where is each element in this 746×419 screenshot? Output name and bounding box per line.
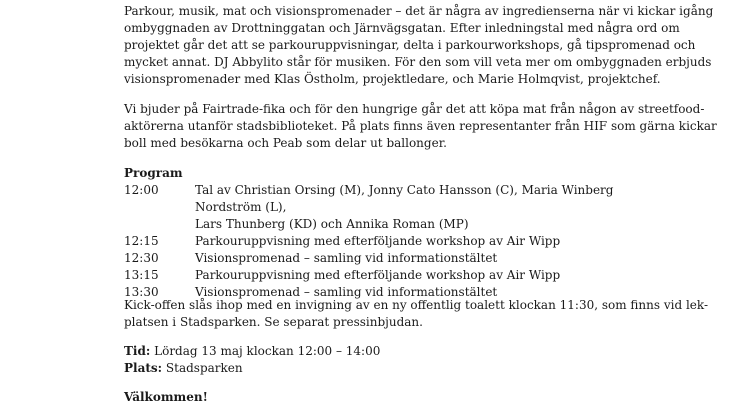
program-description: Tal av Christian Orsing (M), Jonny Cato Hansson (C), Maria Winberg Nordström (L), [195,183,614,214]
event-time [124,343,380,360]
intro-paragraph [124,3,714,88]
place-value: Stadsparken [162,361,243,375]
program-time: 13:15 [124,268,159,282]
program-row [124,267,652,284]
place-label: Plats: [124,361,163,375]
time-label: Tid: [124,344,151,358]
intro-line: Parkour, musik, mat och visionspromenader – det är några av ingredienserna när vi kickar igång [124,4,714,18]
program-time: 12:15 [124,234,159,248]
program-description: Parkouruppvisning med efterföljande workshop av Air Wipp [195,234,561,248]
intro-line: visionspromenader med Klas Östholm, projektledare, och Marie Holmqvist, projektchef. [124,72,661,86]
program-description: Visionspromenad – samling vid informationstältet [195,251,498,265]
kickoff-line: Kick-offen slås ihop med en invigning av en ny offentlig toalett klockan 11:30, som finns vid lek- [124,298,709,312]
event-place [124,360,243,377]
kickoff-line: platsen i Stadsparken. Se separat pressinbjudan. [124,315,423,329]
program-row [124,233,652,250]
fika-line: aktörerna utanför stadsbiblioteket. På plats finns även representanter från HIF som gärna kickar [124,119,717,133]
program-heading: Program [124,166,183,180]
time-value: Lördag 13 maj klockan 12:00 – 14:00 [150,344,381,358]
program-row [124,182,652,233]
intro-line: mycket annat. DJ Abbylito står för musiken. För den som vill veta mer om ombyggnaden erbjuds [124,55,712,69]
fika-paragraph [124,101,717,152]
program-description: Visionspromenad – samling vid informationstältet [195,285,498,299]
program-time: 12:30 [124,251,159,265]
program-time: 13:30 [124,285,159,299]
fika-line: boll med besökarna och Peab som delar ut ballonger. [124,136,447,150]
intro-line: projektet går det att se parkouruppvisningar, delta i parkourworkshops, gå tipspromenad och [124,38,696,52]
welcome-text: Välkommen! [124,390,208,404]
program-list [124,182,652,301]
fika-line: Vi bjuder på Fairtrade-fika och för den hungrige går det att köpa mat från någon av streetfood- [124,102,705,116]
intro-line: ombyggnaden av Drottninggatan och Järnvägsgatan. Efter inledningstal med några ord om [124,21,680,35]
program-description: Parkouruppvisning med efterföljande workshop av Air Wipp [195,268,561,282]
kickoff-paragraph [124,297,709,331]
program-description: Lars Thunberg (KD) och Annika Roman (MP) [195,217,469,231]
program-row [124,250,652,267]
program-time: 12:00 [124,183,159,197]
